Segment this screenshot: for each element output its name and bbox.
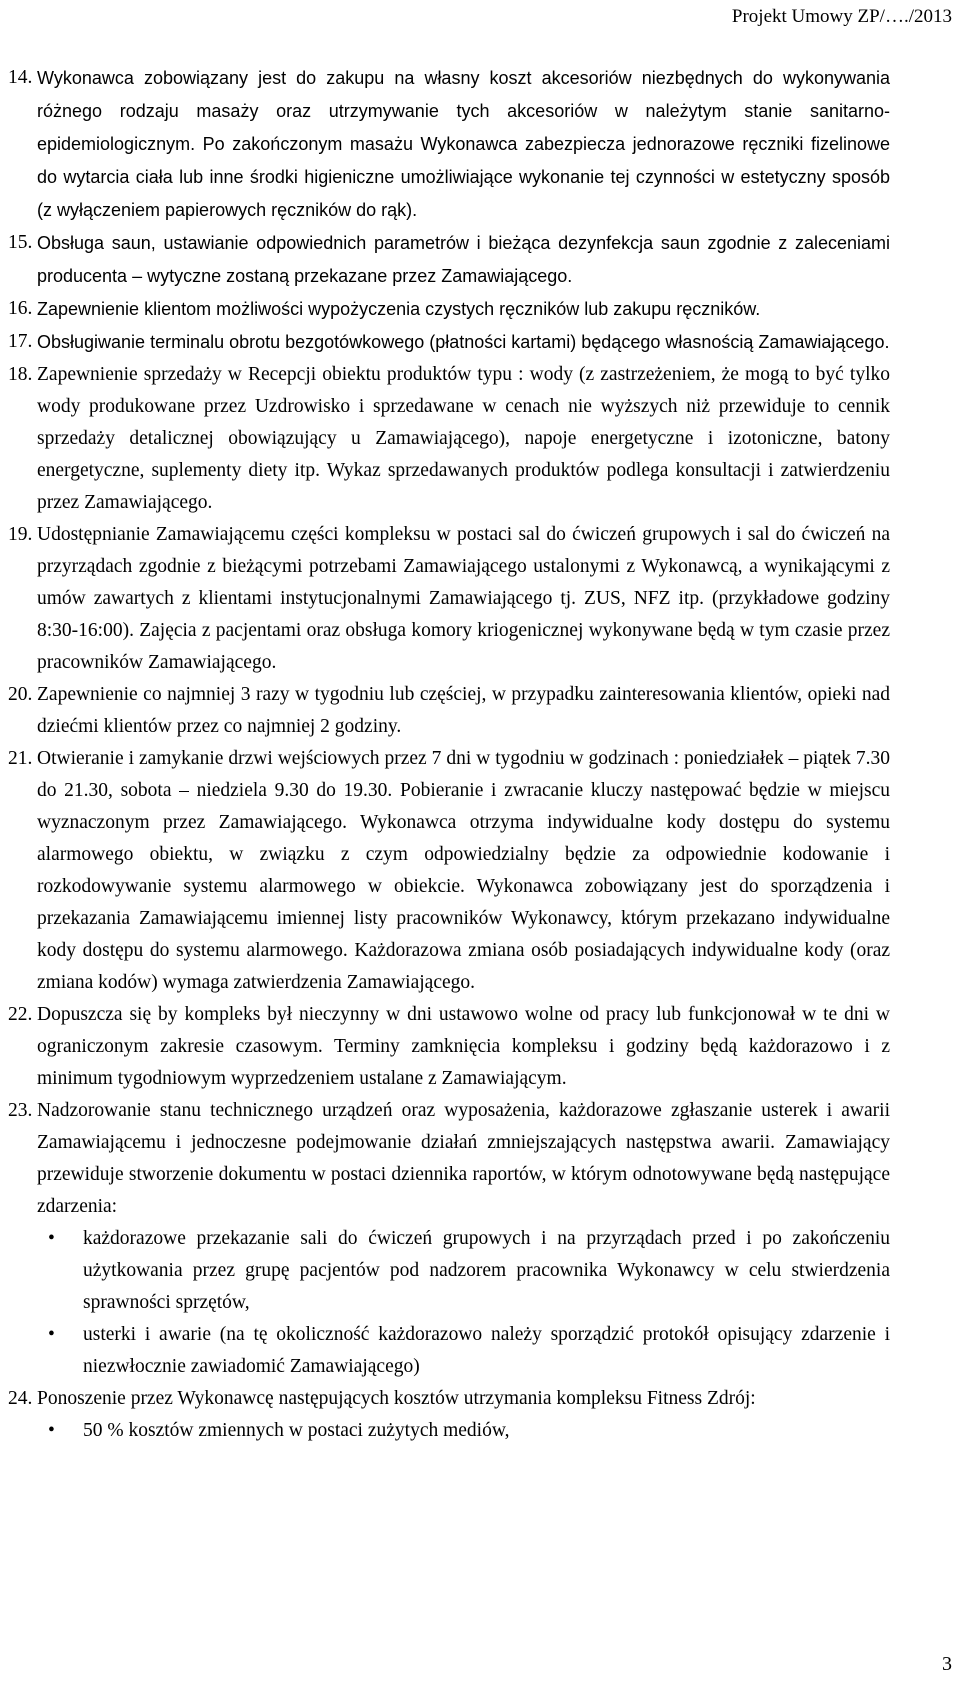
item-text: Zapewnienie sprzedaży w Recepcji obiektu produktów typu : wody (z zastrzeżeniem, że mogą to być tylko wody produkowane przez Uzdrowisko i sprzedawane w cenach nie wyższych niż przewiduje to cennik sprzedaży detalicznej obowiązujący u Zamawiającego), napoje energetyczne i izotoniczne, batony energetyczne, suplementy diety itp. Wykaz sprzedawanych produktów podlega konsultacji i zatwierdzeniu przez Zamawiającego. [37, 364, 890, 513]
item-text: Zapewnienie co najmniej 3 razy w tygodniu lub częściej, w przypadku zainteresowania klientów, opieki nad dziećmi klientów przez co najmniej 2 godziny. [37, 684, 890, 737]
item-text: Obsługa saun, ustawianie odpowiednich parametrów i bieżąca dezynfekcja saun zgodnie z zaleceniami producenta – wytyczne zostaną przekazane przez Zamawiającego. [37, 233, 890, 286]
item-number: 20. [8, 684, 33, 705]
bullet-icon: • [48, 1228, 55, 1249]
list-item [8, 743, 890, 999]
list-item [8, 62, 890, 227]
item-number: 15. [8, 232, 33, 253]
list-item [8, 679, 890, 743]
list-item [8, 227, 890, 293]
list-item [8, 293, 890, 326]
bullet-item [8, 1223, 890, 1319]
item-number: 16. [8, 298, 33, 319]
item-number: 18. [8, 364, 33, 385]
item-number: 14. [8, 67, 33, 88]
bullet-list [8, 1223, 890, 1383]
list-item [8, 519, 890, 679]
item-number: 17. [8, 331, 33, 352]
item-text: Nadzorowanie stanu technicznego urządzeń oraz wyposażenia, każdorazowe zgłaszanie usterek i awarii Zamawiającemu i jednoczesne podejmowanie działań zmniejszających następstwa awarii. Zamawiający przewiduje stworzenie dokumentu w postaci dziennika raportów, w którym odnotowywane będą następujące zdarzenia: [37, 1100, 890, 1217]
list-item [8, 1095, 890, 1223]
document-header: Projekt Umowy ZP/…./2013 [731, 6, 952, 27]
item-text: Dopuszcza się by kompleks był nieczynny w dni ustawowo wolne od pracy lub funkcjonował w te dni w ograniczonym zakresie czasowym. Terminy zamknięcia kompleksu i godziny będą każdorazowo i z minimum tygodniowym wyprzedzeniem ustalane z Zamawiającym. [37, 1004, 890, 1089]
list-item [8, 1383, 890, 1415]
bullet-text: 50 % kosztów zmiennych w postaci zużytych mediów, [83, 1420, 510, 1441]
item-text: Wykonawca zobowiązany jest do zakupu na własny koszt akcesoriów niezbędnych do wykonywania różnego rodzaju masaży oraz utrzymywanie tych akcesoriów w należytym stanie sanitarno-epidemiologicznym. Po zakończonym masażu Wykonawca zabezpiecza jednorazowe ręczniki fizelinowe do wytarcia ciała lub inne środki higieniczne umożliwiające wykonanie tej czynności w estetyczny sposób (z wyłączeniem papierowych ręczników do rąk). [37, 68, 890, 220]
list-item [8, 326, 890, 359]
list-item [8, 999, 890, 1095]
bullet-list [8, 1415, 890, 1447]
item-text: Udostępnianie Zamawiającemu części kompleksu w postaci sal do ćwiczeń grupowych i sal do ćwiczeń na przyrządach zgodnie z bieżącymi potrzebami Zamawiającego ustalonymi z Wykonawcą, a wynikającymi z umów zawartych z klientami instytucjonalnymi Zamawiającego tj. ZUS, NFZ itp. (przykładowe godziny 8:30-16:00). Zajęcia z pacjentami oraz obsługa komory kriogenicznej wykonywane będą w tym czasie przez pracowników Zamawiającego. [37, 524, 890, 673]
item-number: 23. [8, 1100, 33, 1121]
item-number: 24. [8, 1388, 33, 1409]
item-text: Otwieranie i zamykanie drzwi wejściowych przez 7 dni w tygodniu w godzinach : poniedziałek – piątek 7.30 do 21.30, sobota – niedziela 9.30 do 19.30. Pobieranie i zwracanie kluczy następować będzie w miejscu wyznaczonym przez Zamawiającego. Wykonawca otrzyma indywidualne kody dostępu do systemu alarmowego obiektu, w związku z czym odpowiedzialny będzie za odpowiednie kodowanie i rozkodowywanie systemu alarmowego w obiekcie. Wykonawca zobowiązany jest do sporządzenia i przekazania Zamawiającemu imiennej listy pracowników Wykonawcy, którym przekazano indywidualne kody dostępu do systemu alarmowego. Każdorazowa zmiana osób posiadających indywidualne kody (oraz zmiana kodów) wymaga zatwierdzenia Zamawiającego. [37, 748, 890, 993]
item-text: Zapewnienie klientom możliwości wypożyczenia czystych ręczników lub zakupu ręczników. [37, 299, 761, 319]
bullet-icon: • [48, 1420, 55, 1441]
item-text: Obsługiwanie terminalu obrotu bezgotówkowego (płatności kartami) będącego własnością Zamawiającego. [37, 332, 890, 352]
item-number: 22. [8, 1004, 33, 1025]
bullet-icon: • [48, 1324, 55, 1345]
bullet-text: usterki i awarie (na tę okoliczność każdorazowo należy sporządzić protokół opisujący zdarzenie i niezwłocznie zawiadomić Zamawiającego) [83, 1324, 890, 1377]
item-number: 21. [8, 748, 33, 769]
document-body [8, 62, 890, 1447]
item-text: Ponoszenie przez Wykonawcę następujących kosztów utrzymania kompleksu Fitness Zdrój: [37, 1388, 756, 1409]
list-item [8, 359, 890, 519]
bullet-item [8, 1319, 890, 1383]
bullet-item [8, 1415, 890, 1447]
item-number: 19. [8, 524, 33, 545]
page-number: 3 [942, 1653, 952, 1675]
bullet-text: każdorazowe przekazanie sali do ćwiczeń grupowych i na przyrządach przed i po zakończeniu użytkowania przez grupę pacjentów pod nadzorem pracownika Wykonawcy w celu stwierdzenia sprawności sprzętów, [83, 1228, 890, 1313]
